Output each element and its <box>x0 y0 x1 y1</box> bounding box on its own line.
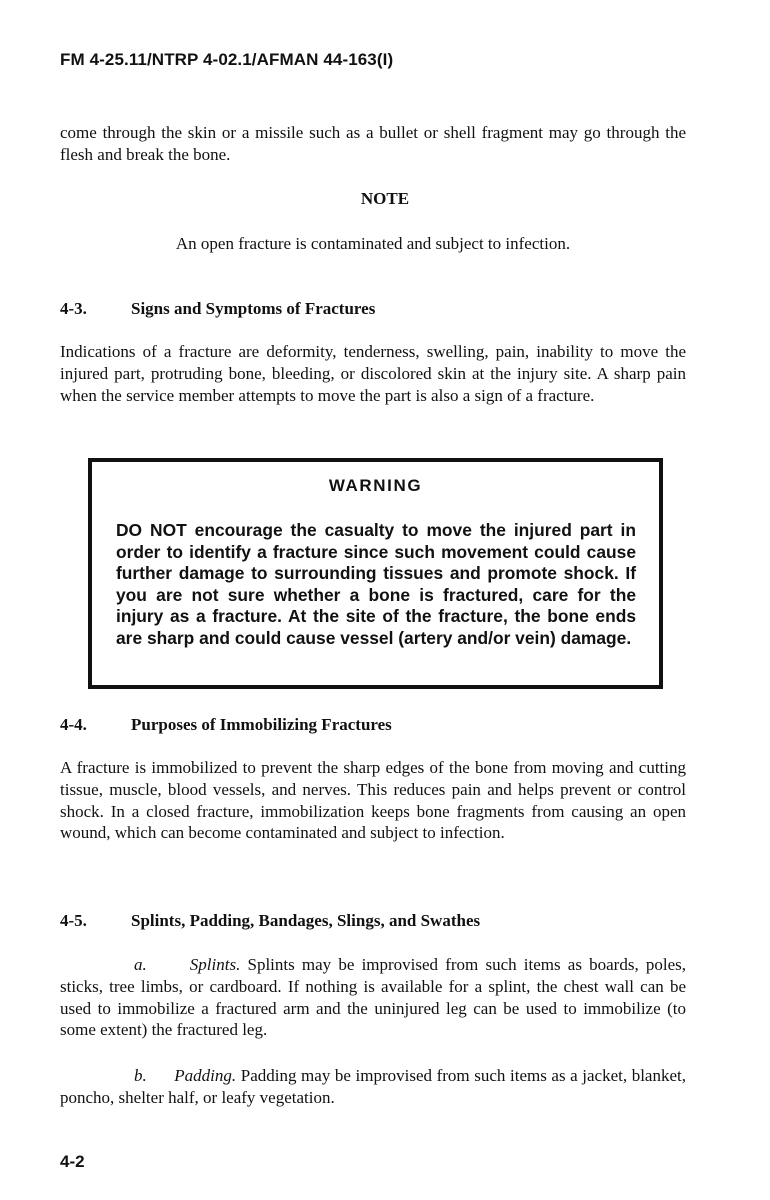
section-title: Signs and Symptoms of Fractures <box>131 299 376 318</box>
warning-box <box>88 458 663 689</box>
section-4-4-paragraph: A fracture is immobilized to prevent the sharp edges of the bone from moving and cutting tissue, muscle, blood vessels, and nerves. This reduces pain and helps prevent or control shock. In a closed fracture, immobilization keeps bone fragments from causing an open wound, which can become contaminated and subject to infection. <box>60 758 686 843</box>
note-text: An open fracture is contaminated and subject to infection. <box>175 234 571 253</box>
warning-text: DO NOT encourage the casualty to move the injured part in order to identify a fracture since such movement could cause further damage to surrounding tissues and promote shock. If you are not sure whether a bone is fractured, care for the injury as a fracture. At the site of the fracture, the bone ends are sharp and could cause vessel (artery and/or vein) damage. <box>116 520 636 648</box>
item-letter: a. <box>134 955 147 974</box>
section-number: 4-5. <box>60 911 87 930</box>
item-text: Padding may be improvised from such items as a jacket, blanket, poncho, shelter half, or leafy vegetation. <box>60 1066 686 1107</box>
section-number: 4-4. <box>60 715 87 734</box>
item-b-paragraph <box>60 1065 686 1109</box>
section-number: 4-3. <box>60 299 87 318</box>
intro-paragraph: come through the skin or a missile such as a bullet or shell fragment may go through the flesh and break the bone. <box>60 123 686 164</box>
note-title: NOTE <box>360 189 410 208</box>
item-a-paragraph <box>60 954 686 1041</box>
section-4-5-heading <box>60 910 700 932</box>
section-title: Splints, Padding, Bandages, Slings, and Swathes <box>131 911 481 930</box>
item-term: Padding. <box>174 1066 237 1085</box>
page-number: 4-2 <box>60 1152 85 1171</box>
item-term: Splints. <box>189 955 241 974</box>
section-4-3-paragraph: Indications of a fracture are deformity, tenderness, swelling, pain, inability to move the injured part, protruding bone, bleeding, or discolored skin at the injury site. A sharp pain when the service member attempts to move the part is also a sign of a fracture. <box>60 342 686 405</box>
section-4-4-heading <box>60 714 700 736</box>
section-4-3-heading <box>60 298 700 320</box>
warning-title: WARNING <box>328 476 423 495</box>
section-title: Purposes of Immobilizing Fractures <box>131 715 392 734</box>
item-letter: b. <box>134 1066 147 1085</box>
document-header: FM 4-25.11/NTRP 4-02.1/AFMAN 44-163(I) <box>60 50 394 69</box>
item-text: Splints may be improvised from such items as boards, poles, sticks, tree limbs, or cardboard. If nothing is available for a splint, the chest wall can be used to immobilize a fractured arm and the uninjured leg can be used to immobilize (to some extent) the fractured leg. <box>60 955 686 1040</box>
